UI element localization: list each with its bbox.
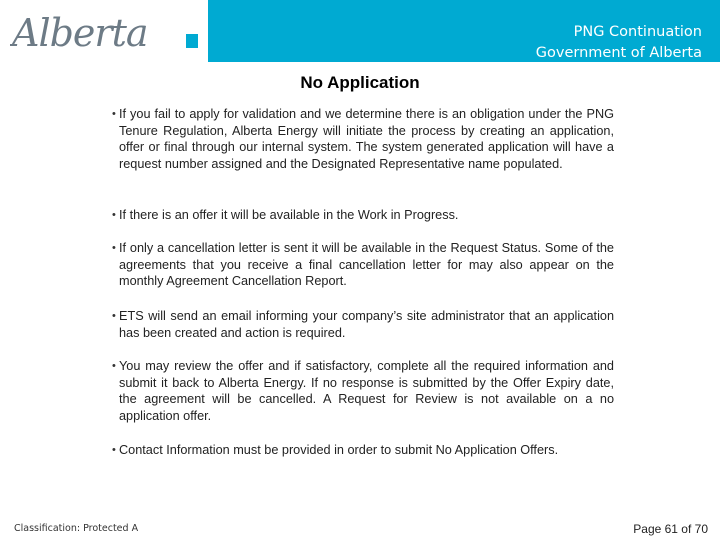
bullet-text: If there is an offer it will be available in the Work in Progress.: [119, 208, 459, 222]
bullet-marker: •: [112, 444, 116, 456]
bullet-text: You may review the offer and if satisfactory, complete all the required information and submit it back to Alberta Energy. If no response is submitted by the Offer Expiry date, the agreement will be cancelled. A Request for Review is not available on a no application offer.: [119, 359, 614, 424]
header-title-line1: PNG Continuation: [573, 24, 702, 40]
header-title-line2: Government of Alberta: [535, 45, 702, 61]
bullet-marker: •: [112, 242, 116, 254]
bullet-marker: •: [112, 360, 116, 372]
bullet-text: If only a cancellation letter is sent it will be available in the Request Status. Some of the agreements that you receive a final cancellation letter for may also appear on the monthly Agreement Cancellation Report.: [119, 241, 614, 289]
slide-title: No Application: [300, 73, 420, 92]
bullet-text: If you fail to apply for validation and we determine there is an obligation under the PNG Tenure Regulation, Alberta Energy will initiate the process by creating an application, offer or final through our internal system. The system generated application will have a request number assigned and the Designated Representative name populated.: [119, 107, 614, 172]
bullet-marker: •: [112, 310, 116, 322]
header-bar: [0, 0, 720, 62]
classification-label: Classification: Protected A: [14, 523, 139, 534]
page-number: Page 61 of 70: [633, 522, 708, 536]
bullet-text: Contact Information must be provided in order to submit No Application Offers.: [119, 443, 559, 457]
svg-text:Alberta: Alberta: [12, 11, 148, 55]
alberta-logo: [10, 6, 205, 60]
bullet-text: ETS will send an email informing your company’s site administrator that an application has been created and action is required.: [119, 309, 614, 340]
header-title: [536, 22, 702, 64]
bullet-marker: •: [112, 209, 116, 221]
bullet-marker: •: [112, 108, 116, 120]
